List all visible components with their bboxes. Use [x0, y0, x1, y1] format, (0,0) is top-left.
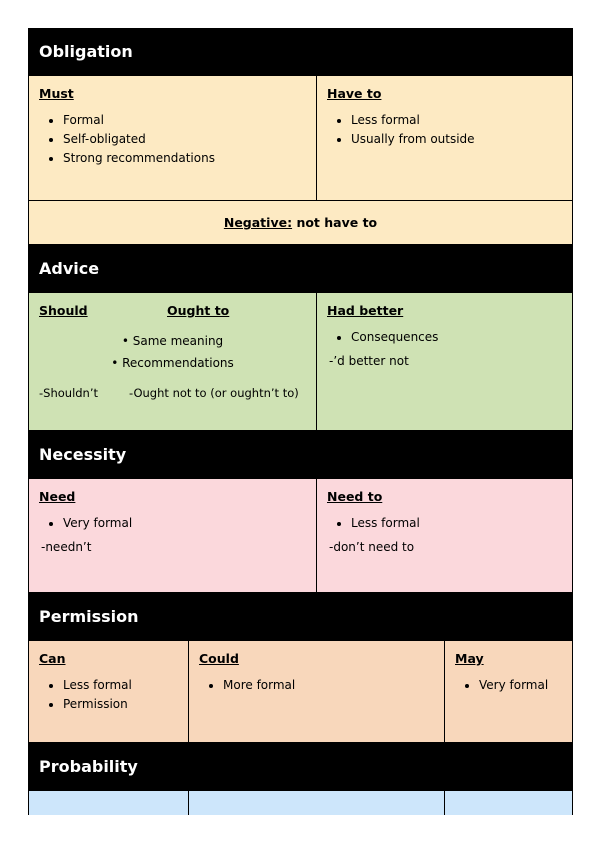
need-title: Need [39, 489, 76, 504]
have-to-title: Have to [327, 86, 382, 101]
necessity-row [29, 479, 572, 593]
had-better-note: -’d better not [329, 354, 409, 368]
should-ought-titles [39, 303, 306, 318]
probability-cell-1 [29, 791, 188, 815]
had-better-title: Had better [327, 303, 404, 318]
probability-cell-3 [444, 791, 572, 815]
could-cell [188, 641, 444, 742]
must-cell [29, 76, 316, 200]
list-item: • Consequences [351, 330, 562, 344]
negative-label: Negative: [223, 215, 293, 230]
need-to-title: Need to [327, 489, 383, 504]
can-title: Can [39, 651, 66, 666]
advice-shared-list [39, 334, 306, 370]
list-item: • Same meaning [121, 334, 224, 348]
obligation-negative-row [29, 201, 572, 245]
list-item: • Very formal [63, 516, 306, 530]
should-ought-cell [29, 293, 316, 430]
could-list [199, 678, 434, 692]
need-to-note: -don’t need to [329, 540, 415, 554]
had-better-cell [316, 293, 572, 430]
modal-verbs-table [28, 28, 573, 815]
permission-row [29, 641, 572, 743]
list-item: • More formal [223, 678, 434, 692]
list-item: • Less formal [351, 516, 562, 530]
ought-negative: -Ought not to (or oughtn’t to) [129, 386, 299, 400]
should-negative: -Shouldn’t [39, 386, 99, 400]
negative-text: not have to [296, 215, 378, 230]
have-to-list [327, 113, 562, 146]
obligation-row [29, 76, 572, 201]
permission-header: Permission [29, 593, 572, 641]
list-item: • Permission [63, 697, 178, 711]
list-item: • Self-obligated [63, 132, 306, 146]
list-item-text: Recommendations [122, 356, 234, 370]
need-to-list [327, 516, 562, 530]
can-cell [29, 641, 188, 742]
may-title: May [455, 651, 484, 666]
need-list [39, 516, 306, 530]
list-item: • Very formal [479, 678, 562, 692]
probability-row [29, 791, 572, 815]
need-note: -needn’t [41, 540, 92, 554]
ought-title: Ought to [167, 303, 230, 318]
could-title: Could [199, 651, 239, 666]
advice-negatives [39, 386, 306, 400]
list-item: • Less formal [351, 113, 562, 127]
need-cell [29, 479, 316, 592]
probability-header: Probability [29, 743, 572, 791]
must-title: Must [39, 86, 74, 101]
advice-header: Advice [29, 245, 572, 293]
need-to-cell [316, 479, 572, 592]
should-title: Should [39, 303, 88, 318]
list-item: • Recommendations [111, 356, 234, 370]
had-better-list [327, 330, 562, 344]
list-item-text: Same meaning [132, 334, 224, 348]
list-item: • Usually from outside [351, 132, 562, 146]
list-item: • Less formal [63, 678, 178, 692]
advice-row [29, 293, 572, 431]
can-list [39, 678, 178, 711]
list-item: • Formal [63, 113, 306, 127]
list-item: • Strong recommendations [63, 151, 306, 165]
probability-cell-2 [188, 791, 444, 815]
must-list [39, 113, 306, 165]
may-list [455, 678, 562, 692]
necessity-header: Necessity [29, 431, 572, 479]
have-to-cell [316, 76, 572, 200]
obligation-header: Obligation [29, 28, 572, 76]
may-cell [444, 641, 572, 742]
